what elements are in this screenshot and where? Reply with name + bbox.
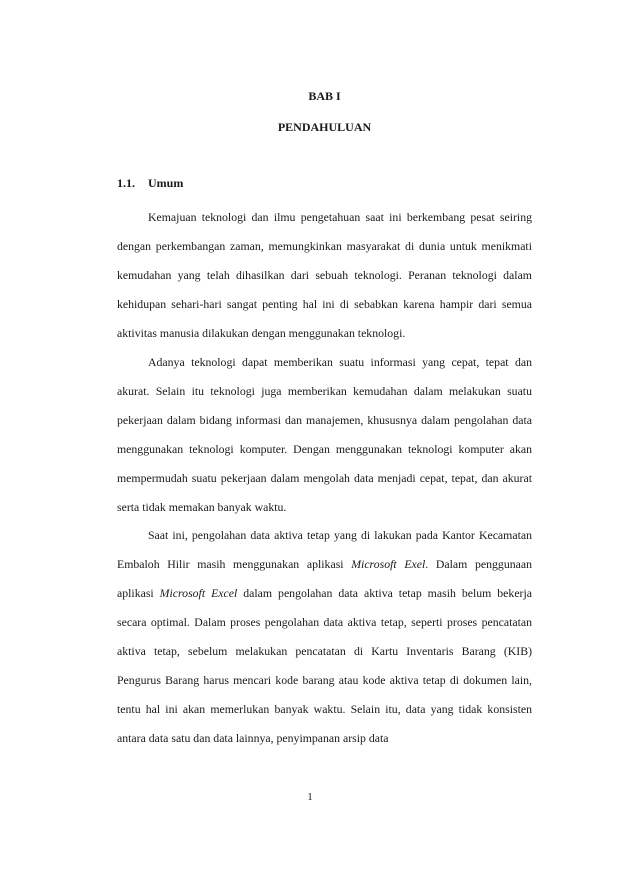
chapter-title: PENDAHULUAN [277,120,372,134]
chapter-number: BAB I [308,89,341,103]
paragraph-1: Kemajuan teknologi dan ilmu pengetahuan saat ini berkembang pesat seiring dengan perkembangan zaman, memungkinkan masyarakat di dunia untuk menikmati kemudahan yang telah dihasilkan dari sebuah teknologi. Peranan teknologi dalam kehidupan sehari-hari sangat penting hal ini di sebabkan karena hampir dari semua aktivitas manusia dilakukan dengan menggunakan teknologi. [117,210,532,340]
paragraph-3-text-a: Saat ini, pengolahan data aktiva tetap yang di lakukan pada Kantor Kecamatan Embaloh Hilir masih menggunakan aplikasi [117,528,532,572]
software-name-italic: Microsoft Excel [159,586,238,601]
software-name-italic: Microsoft Exel [351,557,426,572]
body-text [117,203,532,753]
paragraph-3-text-c: dalam pengolahan data aktiva tetap masih belum bekerja secara optimal. Dalam proses pengolahan data aktiva tetap, seperti proses pencatatan aktiva tetap, sebelum melakukan pencatatan di Kartu Inventaris Barang (KIB) Pengurus Barang harus mencari kode barang atau kode aktiva tetap di dokumen lain, tentu hal ini akan memerlukan banyak waktu. Selain itu, data yang tidak konsisten antara data satu dan data lainnya, penyimpanan arsip data [117,586,532,746]
page-number: 1 [307,791,313,803]
paragraph-3-text-b: . Dalam penggunaan aplikasi [117,557,532,601]
section-number: 1.1. [117,176,135,190]
paragraph-3 [117,521,532,753]
section-heading [117,176,532,190]
section-title: Umum [148,176,184,190]
paragraph-2: Adanya teknologi dapat memberikan suatu informasi yang cepat, tepat dan akurat. Selain itu teknologi juga memberikan kemudahan dalam melakukan suatu pekerjaan dalam bidang informasi dan manajemen, khususnya dalam pengolahan data menggunakan teknologi komputer. Dengan menggunakan teknologi komputer akan mempermudah suatu pekerjaan dalam mengolah data menjadi cepat, tepat, dan akurat serta tidak memakan banyak waktu. [117,354,532,514]
